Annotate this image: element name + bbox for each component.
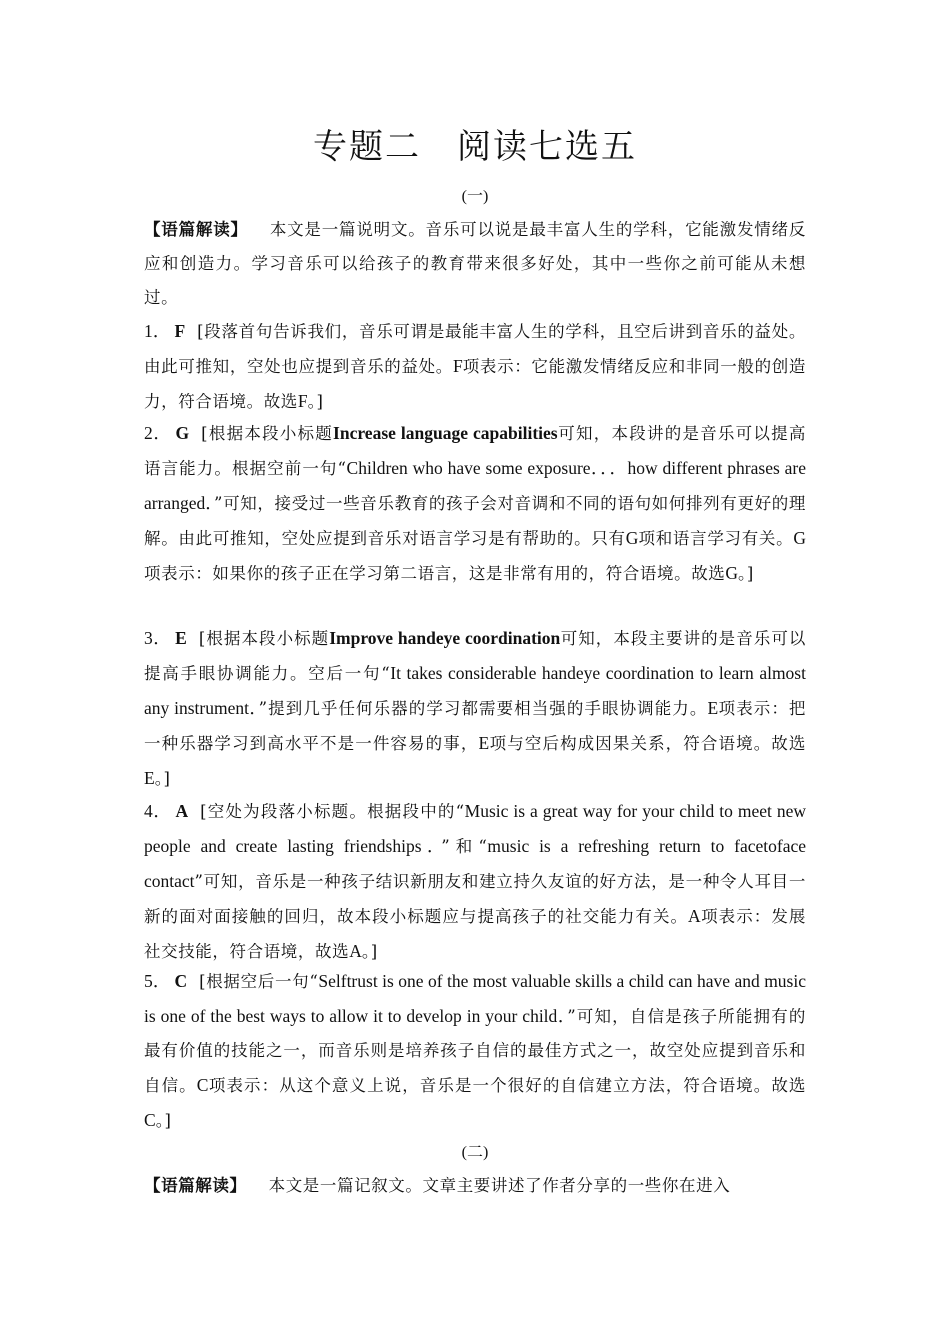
explanation-text: ”可知，音乐是一种孩子结识新朋友和建立持久友谊的好方法，是一种令人耳目一新的面对面接触的回归，故本段小标题应与提高孩子的社交能力有关。 bbox=[144, 872, 806, 926]
explanation-text: 项表示：如果你的孩子正在学习第二语言，这是非常有用的，符合语境。故选 bbox=[144, 564, 726, 583]
explanation-text: 项与空后构成因果关系，符合语境。故选 bbox=[489, 734, 806, 753]
subtitle-ref: Increase language capabilities bbox=[333, 423, 558, 443]
passage-intro-2 bbox=[144, 1169, 806, 1203]
answer-item-2 bbox=[144, 416, 806, 591]
answer-letter: C bbox=[174, 971, 188, 991]
explanation-text: 项和语言学习有关。 bbox=[638, 529, 794, 548]
item-number: 3． bbox=[144, 628, 172, 648]
option-ref: F bbox=[452, 356, 463, 376]
quote-text: music is a refreshing return to facetoface contact bbox=[144, 836, 807, 891]
item-number: 1． bbox=[144, 321, 171, 341]
quote-text: Selftrust is one of the most valuable skills a child can have and music is one of the best ways to allow it to develop in your child． bbox=[144, 971, 806, 1026]
explanation-text: 项表示：它能激发情绪反应和非同一般的创造力，符合语境。故选 bbox=[144, 357, 806, 411]
item-number: 4． bbox=[144, 801, 172, 821]
explanation-text: 项表示：把一种乐器学习到高水平不是一件容易的事， bbox=[144, 699, 807, 753]
explanation-text: [根据空后一句“ bbox=[199, 972, 319, 991]
option-ref: A bbox=[688, 906, 701, 926]
section-label-1: (一) bbox=[461, 188, 489, 205]
option-ref: A bbox=[349, 941, 362, 961]
explanation-text: 可知，本段讲的是音乐可以提高语言能力。根据空前一句“ bbox=[144, 424, 807, 478]
quote-text: Children who have some exposure．．．how different phrases are arranged． bbox=[144, 458, 807, 513]
explanation-text: 可知，本段主要讲的是音乐可以提高手眼协调能力。空后一句“ bbox=[144, 629, 807, 683]
intro-text: 本文是一篇记叙文。文章主要讲述了作者分享的一些你在进入 bbox=[268, 1176, 731, 1195]
page-title: 专题二 阅读七选五 bbox=[313, 127, 637, 167]
explanation-text: 项表示：从这个意义上说，音乐是一个很好的自信建立方法，符合语境。故选 bbox=[208, 1076, 806, 1095]
answer-letter: E bbox=[175, 628, 187, 648]
option-ref: C bbox=[144, 1110, 156, 1130]
explanation-text: 项表示：发展社交技能，符合语境，故选 bbox=[144, 907, 806, 961]
option-ref: E bbox=[478, 733, 490, 753]
explanation-text: ”可知，自信是孩子所能拥有的最有价值的技能之一，而音乐则是培养孩子自信的最佳方式之一，故空处应提到音乐和自信。 bbox=[144, 1007, 806, 1095]
quote-text: It takes considerable handeye coordination to learn almost any instrument． bbox=[144, 663, 806, 718]
option-ref: F bbox=[297, 391, 308, 411]
intro-tag: 【语篇解读】 bbox=[144, 1176, 247, 1195]
intro-text: 本文是一篇说明文。音乐可以说是最丰富人生的学科，它能激发情绪反应和创造力。学习音乐可以给孩子的教育带来很多好处，其中一些你之前可能从未想过。 bbox=[144, 220, 806, 307]
explanation-text: 。] bbox=[307, 392, 324, 411]
explanation-text: [根据本段小标题 bbox=[201, 424, 334, 443]
subtitle-ref: Improve handeye coordination bbox=[329, 628, 561, 648]
answer-item-5 bbox=[144, 964, 806, 1138]
option-ref: G bbox=[725, 563, 739, 583]
explanation-text: 。] bbox=[155, 1111, 172, 1130]
explanation-text: ”提到几乎任何乐器的学习都需要相当强的手眼协调能力。 bbox=[258, 699, 708, 718]
explanation-text: ”可知，接受过一些音乐教育的孩子会对音调和不同的语句如何排列有更好的理解。由此可推知，空处应提到音乐对语言学习是有帮助的。只有 bbox=[144, 494, 806, 548]
explanation-text: 。] bbox=[154, 769, 171, 788]
answer-item-3 bbox=[144, 621, 806, 796]
option-ref: E bbox=[144, 768, 155, 788]
explanation-text: ”和“ bbox=[441, 837, 488, 856]
section-label-2: (二) bbox=[461, 1144, 489, 1161]
option-ref: C bbox=[196, 1075, 209, 1095]
explanation-text: [空处为段落小标题。根据段中的“ bbox=[200, 802, 465, 821]
answer-item-1 bbox=[144, 314, 806, 419]
answer-item-4 bbox=[144, 794, 806, 969]
explanation-text: [根据本段小标题 bbox=[198, 629, 330, 648]
item-number: 2． bbox=[144, 423, 172, 443]
option-ref: G bbox=[625, 528, 639, 548]
option-ref: G bbox=[793, 528, 806, 548]
item-number: 5． bbox=[144, 971, 171, 991]
answer-letter: F bbox=[174, 321, 186, 341]
answer-letter: G bbox=[175, 423, 190, 443]
explanation-text: [段落首句告诉我们，音乐可谓是最能丰富人生的学科，且空后讲到音乐的益处。由此可推知，空处也应提到音乐的益处。 bbox=[144, 322, 807, 376]
explanation-text: 。] bbox=[361, 942, 378, 961]
answer-letter: A bbox=[175, 801, 189, 821]
passage-intro-1 bbox=[144, 213, 806, 315]
intro-tag: 【语篇解读】 bbox=[144, 220, 248, 239]
option-ref: E bbox=[707, 698, 719, 718]
explanation-text: 。] bbox=[738, 564, 754, 583]
quote-text: Music is a great way for your child to meet new people and create lasting friendships． bbox=[144, 801, 806, 856]
